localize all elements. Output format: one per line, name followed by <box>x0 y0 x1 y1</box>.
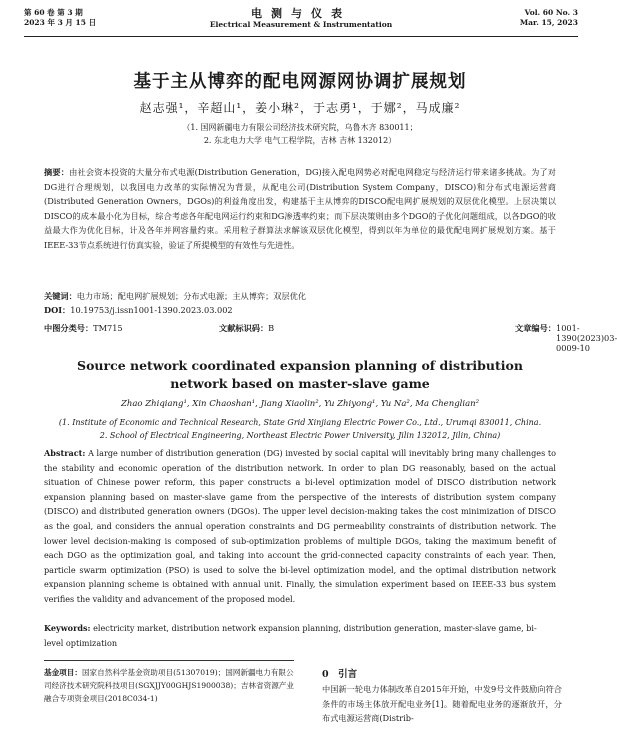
document-code-value: B <box>268 323 275 333</box>
volume-cn: 第 60 卷 第 3 期 <box>24 8 83 17</box>
abstract-en-label: Abstract: <box>44 448 86 458</box>
doi-line <box>44 305 556 316</box>
abstract-en-text: A large number of distribution generation (DG) invested by social capital will inevitably bring many challenges to the stability and economic operation of the distribution network. In order to plan DG reasonably, based on the actual situation of Chinese power reform, this paper constructs a bi-level optimization model of DISCO distribution network expansion planning based on master-slave game from the perspective of the interests of distribution system company (DISCO) and distributed generation owners (DGOs). The upper level decision-making takes the cost minimization of DISCO as the goal, and considers the annual operation constraints and DG permeability constraints of distribution network. The lower level decision-making is composed of sub-optimization problems of multiple DGOs, taking the maximum benefit of each DGO as the optimization goal, and taking into account the grid-connected capacity constraints of each year. Then, particle swarm optimization (PSO) is used to solve the bi-level optimization model, and the optimal distribution network expansion planning scheme is obtained with annual unit. Finally, the simulation experiment based on IEEE-33 bus system verifies the validity and advancement of the proposed model. <box>44 448 556 604</box>
title-en-line-2: network based on master-slave game <box>170 376 430 391</box>
authors-en: Zhao Zhiqiang¹, Xin Chaoshan¹, Jiang Xiaolin², Yu Zhiyong¹, Yu Na², Ma Chenglian² <box>120 399 480 409</box>
footnote-rule <box>44 660 294 661</box>
clc-label: 中图分类号： <box>44 323 94 333</box>
journal-name-cn: 电测与仪表 <box>251 7 351 20</box>
date-cn: 2023 年 3 月 15 日 <box>24 18 97 27</box>
affiliation-en-2: 2. School of Electrical Engineering, Northeast Electric Power University, Jilin 132012, Jilin, China) <box>99 431 501 440</box>
introduction-text: 中国新一轮电力体制改革自2015年开始，中发9号文件鼓励向符合条件的市场主体放开配电业务[1]。随着配电业务的逐渐放开，分布式电源运营商(Distrib- <box>322 684 562 723</box>
article-number <box>515 323 617 353</box>
title-en <box>0 357 600 393</box>
section-heading-introduction: 0 引言 <box>322 669 358 680</box>
abstract-cn <box>44 165 556 253</box>
keywords-en <box>44 621 556 650</box>
keywords-cn-label: 关键词： <box>44 291 77 301</box>
running-header <box>24 8 578 34</box>
abstract-cn-label: 摘要： <box>44 167 70 177</box>
header-center <box>24 8 578 30</box>
affiliations-cn <box>0 121 600 147</box>
classification-line <box>44 323 617 353</box>
date-en: Mar. 15, 2023 <box>519 18 578 27</box>
clc-number <box>44 323 123 334</box>
funding-label: 基金项目： <box>44 668 82 677</box>
authors-cn: 赵志强¹，辛超山¹，姜小琳²，于志勇¹，于娜²，马成廉² <box>139 101 461 115</box>
funding-text: 国家自然科学基金资助项目(51307019)；国网新疆电力有限公司经济技术研究院科技项目(SGXJJY00GHJS1900038)；吉林省资源产业融合专项资金项目(2018C034-1) <box>44 668 294 703</box>
header-rule <box>24 36 578 37</box>
title-cn: 基于主从博弈的配电网源网协调扩展规划 <box>133 72 467 92</box>
keywords-cn <box>44 290 556 303</box>
affiliations-en <box>30 416 570 442</box>
keywords-en-label: Keywords: <box>44 623 91 633</box>
doi-label: DOI： <box>44 305 71 315</box>
article-number-value: 1001-1390(2023)03-0009-10 <box>556 323 617 353</box>
journal-name-en: Electrical Measurement & Instrumentation <box>209 20 393 29</box>
clc-value: TM715 <box>93 323 123 333</box>
funding-footnote <box>44 666 294 705</box>
volume-en: Vol. 60 No. 3 <box>524 8 578 17</box>
title-en-line-1: Source network coordinated expansion planning of distribution <box>77 358 523 373</box>
abstract-cn-text: 由社会资本投资的大量分布式电源(Distribution Generation，DG)接入配电网势必对配电网稳定与经济运行带来诸多挑战。为了对DG进行合理规划，以我国电力改革的实际情况为背景，从配电公司(Distribution System Company，DISCO)和分布式电源运营商(Distributed Generation Owners，DGOs)的利益角度出发，构建基于主从博弈的DISCO配电网扩展规划的双层优化模型。上层决策以DISCO的成本最小化为目标，综合考虑各年配电网运行约束和DG渗透率约束；而下层决策则由多个DGO的子优化问题组成，以各DGO的收益最大作为优化目标，计及各年并网容量约束。采用粒子群算法求解该双层优化模型，得到以年为单位的最优配电网扩展规划方案。基于IEEE-33节点系统进行仿真实验，验证了所提模型的有效性与先进性。 <box>44 167 556 250</box>
affiliation-en-1: (1. Institute of Economic and Technical Research, State Grid Xinjiang Electric Power Co., Ltd., Urumqi 830011, China. <box>58 418 542 427</box>
keywords-en-text: electricity market, distribution network expansion planning, distribution generation, master-slave game, bi-level optimization <box>44 623 537 648</box>
article-number-label: 文章编号： <box>515 323 556 333</box>
document-code-label: 文献标识码： <box>219 323 269 333</box>
document-code <box>219 323 275 334</box>
affiliation-cn-2: 2. 东北电力大学 电气工程学院，吉林 吉林 132012） <box>203 136 397 145</box>
affiliation-cn-1: （1. 国网新疆电力有限公司经济技术研究院，乌鲁木齐 830011； <box>182 123 418 132</box>
keywords-cn-text: 电力市场；配电网扩展规划；分布式电源；主从博弈；双层优化 <box>76 291 307 301</box>
abstract-en <box>44 446 556 607</box>
header-right <box>520 8 578 28</box>
doi-value[interactable]: 10.19753/j.issn1001-1390.2023.03.002 <box>70 305 233 315</box>
